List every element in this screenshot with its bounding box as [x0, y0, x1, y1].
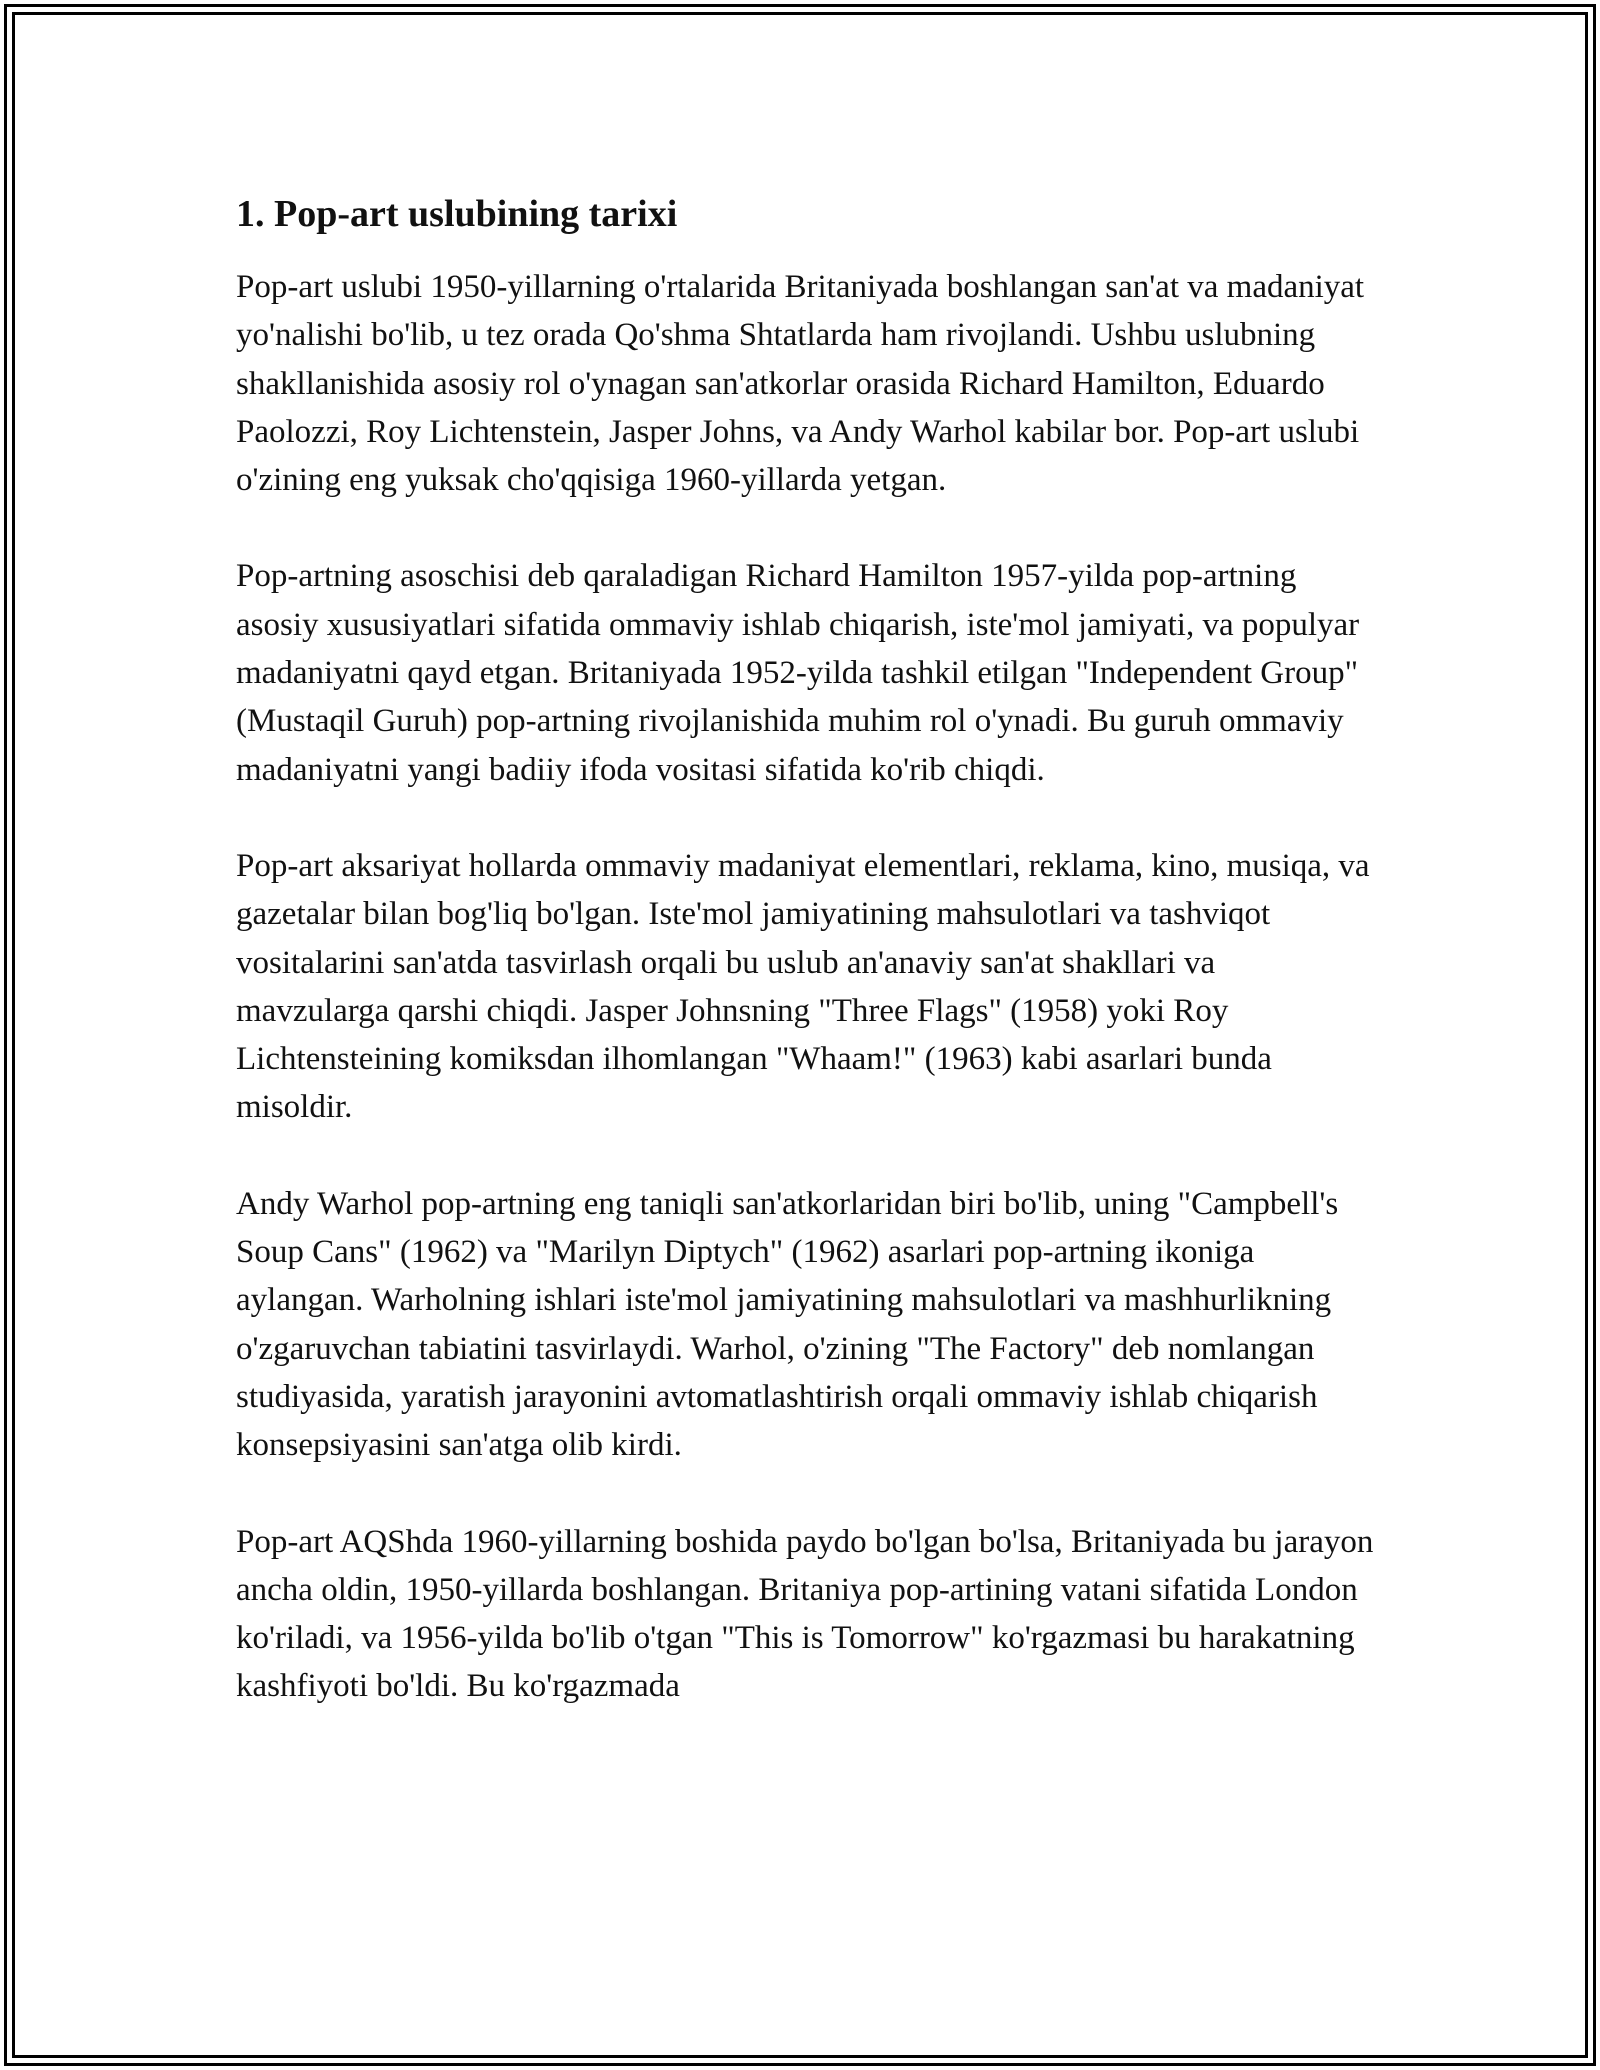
document-body [236, 185, 1376, 1759]
paragraph-5: Pop-art AQShda 1960-yillarning boshida paydo bo'lgan bo'lsa, Britaniyada bu jarayon ancha oldin, 1950-yillarda boshlangan. Britaniya pop-artining vatani sifatida London ko'riladi, va 1956-yilda bo'lib o'tgan "This is Tomorrow" ko'rgazmasi bu harakatning kashfiyoti bo'ldi. Bu ko'rgazmada [236, 1523, 1374, 1705]
paragraph-3: Pop-art aksariyat hollarda ommaviy madaniyat elementlari, reklama, kino, musiqa, va gazetalar bilan bog'liq bo'lgan. Iste'mol jamiyatining mahsulotlari va tashviqot vositalarini san'atda tasvirlash orqali bu uslub an'anaviy san'at shakllari va mavzularga qarshi chiqdi. Jasper Johnsning "Three Flags" (1958) yoki Roy Lichtensteining komiksdan ilhomlangan "Whaam!" (1963) kabi asarlari bunda misoldir. [236, 847, 1370, 1126]
paragraph-1: Pop-art uslubi 1950-yillarning o'rtalarida Britaniyada boshlangan san'at va madaniyat yo'nalishi bo'lib, u tez orada Qo'shma Shtatlarda ham rivojlandi. Ushbu uslubning shakllanishida asosiy rol o'ynagan san'atkorlar orasida Richard Hamilton, Eduardo Paolozzi, Roy Lichtenstein, Jasper Johns, va Andy Warhol kabilar bor. Pop-art uslubi o'zining eng yuksak cho'qqisiga 1960-yillarda yetgan. [236, 269, 1365, 499]
paragraph-2: Pop-artning asoschisi deb qaraladigan Richard Hamilton 1957-yilda pop-artning asosiy xususiyatlari sifatida ommaviy ishlab chiqarish, iste'mol jamiyati, va populyar madaniyatni qayd etgan. Britaniyada 1952-yilda tashkil etilgan "Independent Group" (Mustaqil Guruh) pop-artning rivojlanishida muhim rol o'ynadi. Bu guruh ommaviy madaniyatni yangi badiiy ifoda vositasi sifatida ko'rib chiqdi. [236, 558, 1360, 788]
section-heading: 1. Pop-art uslubining tarixi [236, 193, 678, 235]
paragraph-4: Andy Warhol pop-artning eng taniqli san'atkorlaridan biri bo'lib, uning "Campbell's Soup Cans" (1962) va "Marilyn Diptych" (1962) asarlari pop-artning ikoniga aylangan. Warholning ishlari iste'mol jamiyatining mahsulotlari va mashhurlikning o'zgaruvchan tabiatini tasvirlaydi. Warhol, o'zining "The Factory" deb nomlangan studiyasida, yaratish jarayonini avtomatlashtirish orqali ommaviy ishlab chiqarish konsepsiyasini san'atga olib kirdi. [236, 1185, 1339, 1464]
